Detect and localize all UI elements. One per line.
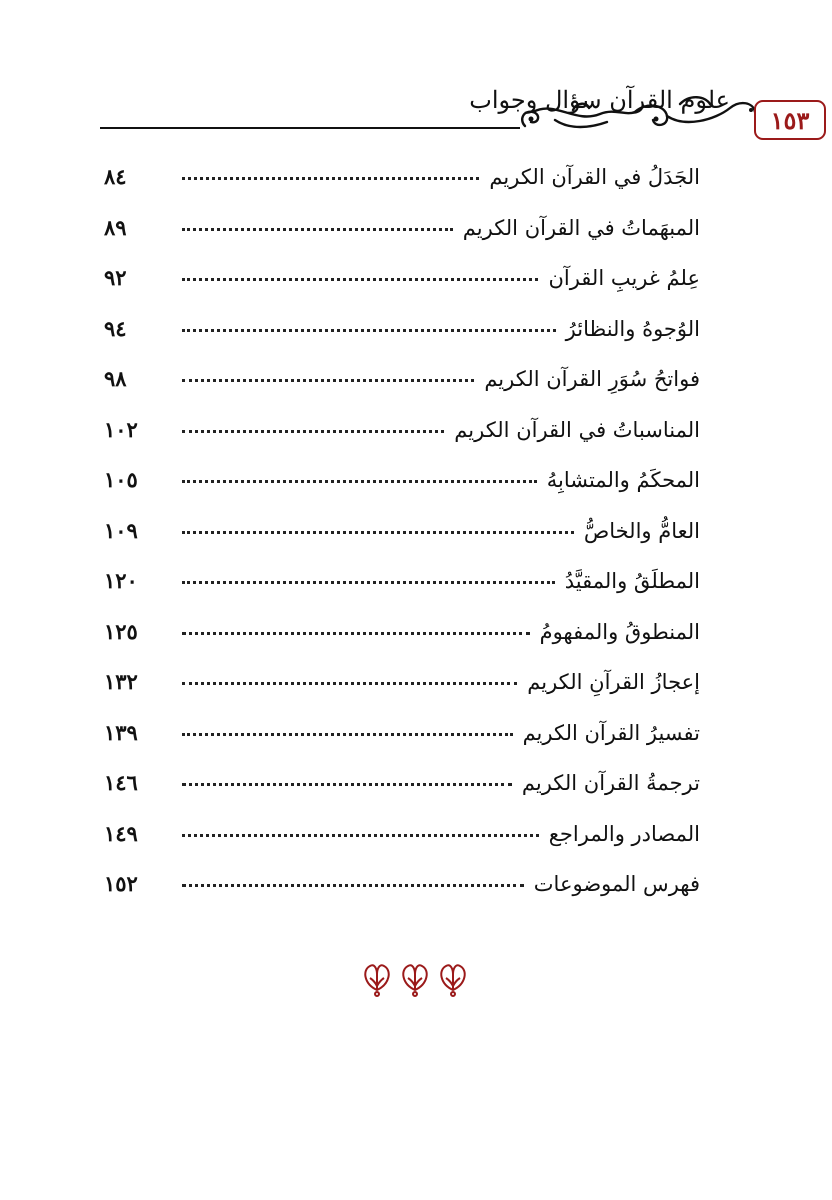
scroll-ornament-icon bbox=[515, 90, 765, 136]
toc-entry-page: ٨٩ bbox=[104, 214, 127, 240]
floral-ornament-icon bbox=[358, 960, 472, 998]
toc-entry[interactable] bbox=[100, 568, 700, 619]
toc-leader-dots bbox=[182, 227, 453, 231]
book-title: علوم القرآن سؤال وجواب bbox=[469, 86, 730, 114]
toc-entry[interactable] bbox=[100, 467, 700, 518]
toc-entry-page: ١٠٩ bbox=[104, 517, 138, 543]
toc-entry[interactable] bbox=[100, 215, 700, 266]
table-of-contents bbox=[100, 164, 700, 922]
toc-leader-dots bbox=[182, 782, 512, 786]
toc-entry[interactable] bbox=[100, 720, 700, 771]
toc-entry-title: المنطوقُ والمفهومُ bbox=[539, 619, 700, 644]
toc-entry[interactable] bbox=[100, 366, 700, 417]
toc-entry-page: ١٣٩ bbox=[104, 719, 138, 745]
toc-entry-page: ٨٤ bbox=[104, 164, 127, 189]
toc-entry-title: المناسباتُ في القرآن الكريم bbox=[454, 417, 700, 442]
toc-entry-title: فواتحُ سُوَرِ القرآن الكريم bbox=[484, 367, 700, 391]
toc-entry-page: ١٠٢ bbox=[104, 416, 138, 442]
toc-entry[interactable] bbox=[100, 316, 700, 367]
toc-leader-dots bbox=[182, 429, 444, 433]
toc-leader-dots bbox=[182, 176, 479, 180]
toc-entry-title: ترجمةُ القرآن الكريم bbox=[521, 771, 700, 795]
toc-entry-title: المحكَمُ والمتشابِهُ bbox=[546, 468, 700, 492]
toc-leader-dots bbox=[182, 479, 537, 483]
toc-entry[interactable] bbox=[100, 265, 700, 316]
toc-entry-page: ١٣٢ bbox=[104, 669, 138, 694]
toc-entry[interactable] bbox=[100, 770, 700, 821]
toc-entry[interactable] bbox=[100, 669, 700, 720]
toc-entry-title: العامُّ والخاصُّ bbox=[583, 518, 700, 543]
toc-leader-dots bbox=[182, 833, 539, 837]
toc-entry-page: ٩٤ bbox=[104, 315, 127, 341]
toc-entry-page: ١٤٦ bbox=[104, 770, 138, 795]
toc-entry-title: المبهَماتُ في القرآن الكريم bbox=[462, 215, 700, 240]
toc-entry-title: المطلَقُ والمقيَّدُ bbox=[564, 569, 700, 593]
toc-entry-page: ١٥٢ bbox=[104, 871, 138, 896]
toc-entry[interactable] bbox=[100, 518, 700, 569]
toc-leader-dots bbox=[182, 328, 556, 332]
toc-entry[interactable] bbox=[100, 619, 700, 670]
header-rule bbox=[100, 127, 520, 129]
page-header bbox=[100, 82, 810, 138]
toc-entry-page: ١٢٠ bbox=[104, 568, 138, 593]
toc-entry-page: ١٢٥ bbox=[104, 618, 138, 644]
toc-entry-page: ١٠٥ bbox=[104, 467, 138, 492]
toc-entry-title: المصادر والمراجع bbox=[548, 821, 700, 846]
toc-entry-page: ٩٨ bbox=[104, 366, 127, 391]
toc-entry-title: تفسيرُ القرآن الكريم bbox=[522, 720, 700, 745]
toc-leader-dots bbox=[182, 277, 538, 281]
toc-leader-dots bbox=[182, 883, 524, 887]
toc-entry-title: فهرس الموضوعات bbox=[533, 872, 700, 896]
toc-entry[interactable] bbox=[100, 164, 700, 215]
toc-leader-dots bbox=[182, 631, 530, 635]
toc-entry[interactable] bbox=[100, 417, 700, 468]
toc-leader-dots bbox=[182, 681, 517, 685]
toc-entry-page: ٩٢ bbox=[104, 265, 127, 290]
toc-entry-title: عِلمُ غريبِ القرآن bbox=[548, 266, 700, 290]
toc-entry-title: الجَدَلُ في القرآن الكريم bbox=[489, 165, 700, 189]
toc-entry[interactable] bbox=[100, 821, 700, 872]
toc-entry-title: الوُجوهُ والنظائرُ bbox=[565, 316, 700, 341]
toc-leader-dots bbox=[182, 530, 574, 534]
page-number-badge: ١٥٣ bbox=[754, 100, 826, 140]
toc-entry-title: إعجازُ القرآنِ الكريم bbox=[527, 670, 700, 694]
toc-leader-dots bbox=[182, 580, 555, 584]
toc-entry[interactable] bbox=[100, 871, 700, 922]
toc-leader-dots bbox=[182, 732, 513, 736]
toc-entry-page: ١٤٩ bbox=[104, 820, 138, 846]
toc-leader-dots bbox=[182, 378, 474, 382]
